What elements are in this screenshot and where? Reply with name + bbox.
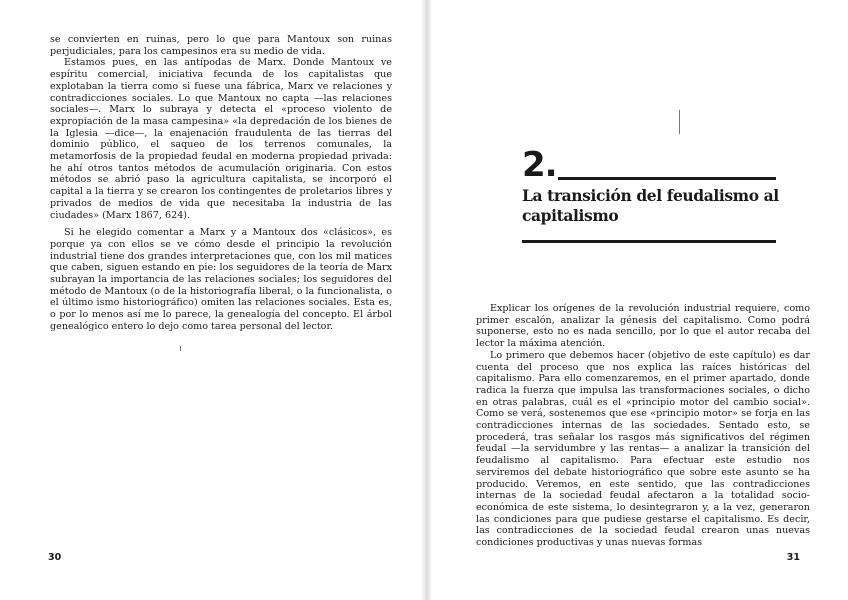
chapter-rule-top [558, 177, 776, 180]
chapter-rule-bottom [522, 240, 776, 243]
chapter-number: 2. [522, 145, 557, 185]
left-paragraph-1: se convierten en ruinas, pero lo que para Mantoux son ruinas perjudiciales, para los campesinos era su medio de vida. [50, 34, 392, 57]
right-paragraph-2: Lo primero que debemos hacer (objetivo de este capítulo) es dar cuenta del proceso que nos explica las raíces históricas del capitalismo. Para ello comenzaremos, en el primer apartado, donde radica la fuerza que impulsa las transformaciones sociales, o dicho en otras palabras, cuál es el «principio motor del cambio social». Como se verá, sostenemos que ese «principio motor» se forja en las contradicciones internas de las sociedades. Sentado esto, se procederá, tras señalar los rasgos más significativos del régimen feudal —la servidumbre y las rentas— a analizar la transición del feudalismo al capitalismo. Para efectuar este estudio nos serviremos del debate historiográfico que sobre este asunto se ha producido. Veremos, en este sentido, que las contradicciones internas de la sociedad feudal afectaron a la totalidad socio-económica de este sistema, lo desintegraron y, a la vez, generaron las condiciones para que pudiese gestarse el capitalismo. Es decir, las contradicciones de la sociedad feudal crearon unas nuevas condiciones productivas y unas nuevas formas [476, 349, 810, 549]
right-page-text [476, 303, 810, 549]
scan-mark [679, 110, 680, 134]
left-paragraph-2: Estamos pues, en las antípodas de Marx. Donde Mantoux ve espíritu comercial, iniciativa fecunda de los capitalistas que explotaban la tierra como si fuese una fábrica, Marx ve relaciones y contradicciones sociales. Lo que Mantoux no capta —las relaciones sociales—. Marx lo subraya y detecta el «proceso violento de expropiación de la masa campesina» «la depredación de los bienes de la Iglesia —dice—, la enajenación fraudulenta de las tierras del dominio público, el saqueo de los terrenos comunales, la metamorfosis de la propiedad feudal en moderna propiedad privada: he ahí otros tantos métodos de acumulación originaria. Con estos métodos se abrió paso la agricultura capitalista, se incorporó el capital a la tierra y se crearon los contingentes de proletarios libres y privados de medios de vida que necesitaba la industria de las ciudades» (Marx 1867, 624). [50, 57, 392, 221]
left-paragraph-3: Si he elegido comentar a Marx y a Mantoux dos «clásicos», es porque ya con ellos se ve cómo desde el principio la revolución industrial tiene dos grandes interpretaciones que, con los mil matices que caben, siguen estando en pie: los seguidores de la teoría de Marx subrayan la importancia de las relaciones sociales; los seguidores del método de Mantoux (o de la historiografía liberal, o la funcionalista, o el último ismo historiográfico) omiten las relaciones sociales. Esta es, o por lo menos así me lo parece, la genealogía del concepto. El árbol genealógico entero lo dejo como tarea personal del lector. [50, 227, 392, 332]
left-page [0, 0, 420, 600]
left-page-text [50, 34, 392, 333]
right-paragraph-1: Explicar los orígenes de la revolución industrial requiere, como primer escalón, analizar la génesis del capitalismo. Como podrá suponerse, esto no es nada sencillo, por lo que el autor recaba del lector la máxima atención. [476, 303, 810, 350]
chapter-title: La transición del feudalismo al capitalismo [522, 186, 779, 225]
right-page [432, 0, 848, 600]
right-page-number: 31 [786, 552, 800, 563]
left-page-number: 30 [48, 552, 62, 563]
book-gutter [420, 0, 432, 600]
scan-mark [180, 346, 181, 351]
